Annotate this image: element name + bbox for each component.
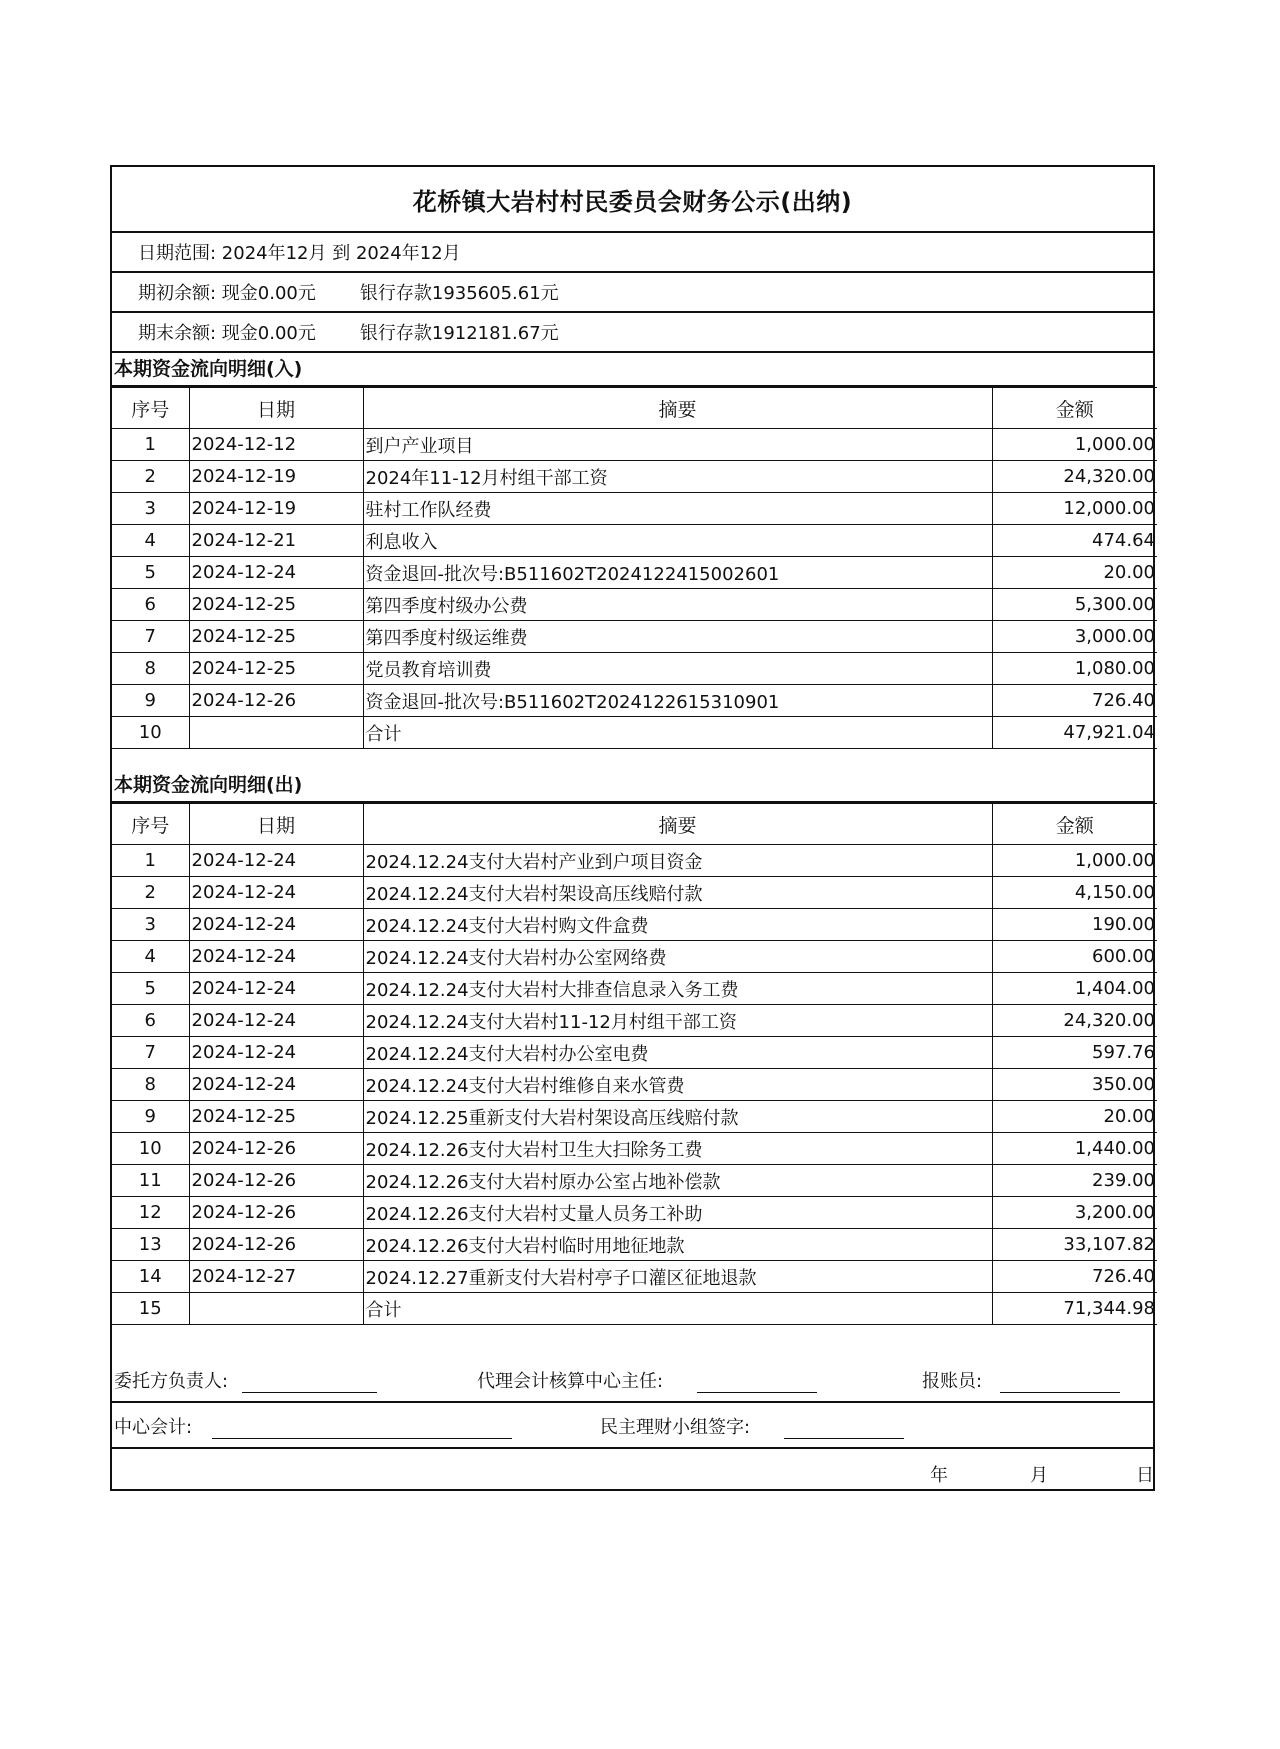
row-amount: 239.00 xyxy=(992,1165,1157,1197)
row-seq: 2 xyxy=(112,877,189,909)
row-amount: 474.64 xyxy=(992,525,1157,557)
table-row xyxy=(112,1101,1157,1133)
row-date: 2024-12-24 xyxy=(189,909,363,941)
row-summary: 利息收入 xyxy=(363,525,992,557)
row-seq: 1 xyxy=(112,429,189,461)
row-amount: 20.00 xyxy=(992,557,1157,589)
col-amount-header: 金额 xyxy=(992,388,1157,429)
col-seq-header: 序号 xyxy=(112,804,189,845)
year-label: 年 xyxy=(930,1465,948,1486)
date-range-row xyxy=(112,233,1153,273)
income-section-title: 本期资金流向明细(入) xyxy=(112,353,1153,387)
row-seq: 3 xyxy=(112,909,189,941)
table-row xyxy=(112,941,1157,973)
row-seq: 3 xyxy=(112,493,189,525)
table-row xyxy=(112,589,1157,621)
table-row xyxy=(112,1261,1157,1293)
row-summary: 2024.12.24支付大岩村11-12月村组干部工资 xyxy=(363,1005,992,1037)
table-row xyxy=(112,493,1157,525)
closing-cash: 期末余额: 现金0.00元 xyxy=(138,323,316,344)
row-summary: 党员教育培训费 xyxy=(363,653,992,685)
row-amount: 24,320.00 xyxy=(992,461,1157,493)
table-row xyxy=(112,525,1157,557)
row-summary: 2024.12.26支付大岩村卫生大扫除务工费 xyxy=(363,1133,992,1165)
row-seq: 12 xyxy=(112,1197,189,1229)
table-row xyxy=(112,429,1157,461)
row-date: 2024-12-12 xyxy=(189,429,363,461)
row-amount: 71,344.98 xyxy=(992,1293,1157,1325)
row-amount: 1,404.00 xyxy=(992,973,1157,1005)
opening-cash: 期初余额: 现金0.00元 xyxy=(138,283,316,304)
row-seq: 11 xyxy=(112,1165,189,1197)
income-table xyxy=(112,387,1157,749)
row-amount: 1,000.00 xyxy=(992,845,1157,877)
row-seq: 8 xyxy=(112,1069,189,1101)
row-amount: 12,000.00 xyxy=(992,493,1157,525)
row-amount: 726.40 xyxy=(992,1261,1157,1293)
table-row xyxy=(112,1005,1157,1037)
row-seq: 5 xyxy=(112,973,189,1005)
row-amount: 350.00 xyxy=(992,1069,1157,1101)
row-amount: 24,320.00 xyxy=(992,1005,1157,1037)
table-row xyxy=(112,973,1157,1005)
table-row xyxy=(112,685,1157,717)
row-summary: 2024.12.24支付大岩村架设高压线赔付款 xyxy=(363,877,992,909)
table-row xyxy=(112,461,1157,493)
row-amount: 190.00 xyxy=(992,909,1157,941)
row-amount: 5,300.00 xyxy=(992,589,1157,621)
table-row xyxy=(112,1165,1157,1197)
row-date: 2024-12-25 xyxy=(189,589,363,621)
row-date xyxy=(189,1293,363,1325)
row-summary: 合计 xyxy=(363,717,992,749)
table-row xyxy=(112,845,1157,877)
row-date: 2024-12-25 xyxy=(189,653,363,685)
row-seq: 4 xyxy=(112,941,189,973)
row-summary: 第四季度村级办公费 xyxy=(363,589,992,621)
row-seq: 2 xyxy=(112,461,189,493)
row-date: 2024-12-24 xyxy=(189,973,363,1005)
row-seq: 5 xyxy=(112,557,189,589)
row-summary: 驻村工作队经费 xyxy=(363,493,992,525)
table-row xyxy=(112,1197,1157,1229)
row-amount: 726.40 xyxy=(992,685,1157,717)
reimburser-label: 报账员: xyxy=(922,1371,983,1392)
row-summary: 合计 xyxy=(363,1293,992,1325)
row-seq: 13 xyxy=(112,1229,189,1261)
row-summary: 2024.12.24支付大岩村大排查信息录入务工费 xyxy=(363,973,992,1005)
row-summary: 2024.12.26支付大岩村临时用地征地款 xyxy=(363,1229,992,1261)
row-date: 2024-12-24 xyxy=(189,941,363,973)
principal-label: 委托方负责人: xyxy=(114,1371,229,1392)
table-row xyxy=(112,557,1157,589)
row-date: 2024-12-27 xyxy=(189,1261,363,1293)
row-seq: 4 xyxy=(112,525,189,557)
row-summary: 第四季度村级运维费 xyxy=(363,621,992,653)
row-date: 2024-12-19 xyxy=(189,461,363,493)
democratic-group-signature-line xyxy=(784,1437,904,1439)
row-summary: 2024.12.24支付大岩村维修自来水管费 xyxy=(363,1069,992,1101)
row-seq: 10 xyxy=(112,717,189,749)
row-summary: 资金退回-批次号:B511602T2024122415002601 xyxy=(363,557,992,589)
date-range-text: 日期范围: 2024年12月 到 2024年12月 xyxy=(138,243,461,264)
row-seq: 14 xyxy=(112,1261,189,1293)
row-date: 2024-12-25 xyxy=(189,1101,363,1133)
row-seq: 1 xyxy=(112,845,189,877)
table-row xyxy=(112,909,1157,941)
row-amount: 600.00 xyxy=(992,941,1157,973)
row-summary: 2024.12.27重新支付大岩村亭子口灌区征地退款 xyxy=(363,1261,992,1293)
row-amount: 1,080.00 xyxy=(992,653,1157,685)
row-date: 2024-12-26 xyxy=(189,1165,363,1197)
expense-section-title: 本期资金流向明细(出) xyxy=(112,767,1153,803)
principal-signature-line xyxy=(242,1391,377,1393)
row-summary: 2024.12.24支付大岩村办公室电费 xyxy=(363,1037,992,1069)
row-amount: 20.00 xyxy=(992,1101,1157,1133)
signature-row-2 xyxy=(112,1403,1153,1449)
table-row xyxy=(112,621,1157,653)
row-amount: 3,000.00 xyxy=(992,621,1157,653)
row-date: 2024-12-24 xyxy=(189,1037,363,1069)
row-seq: 8 xyxy=(112,653,189,685)
row-seq: 9 xyxy=(112,1101,189,1133)
row-date: 2024-12-24 xyxy=(189,1005,363,1037)
row-date: 2024-12-24 xyxy=(189,557,363,589)
row-amount: 1,000.00 xyxy=(992,429,1157,461)
table-row xyxy=(112,1229,1157,1261)
reimburser-signature-line xyxy=(1000,1391,1120,1393)
row-date: 2024-12-25 xyxy=(189,621,363,653)
row-date: 2024-12-19 xyxy=(189,493,363,525)
row-date: 2024-12-24 xyxy=(189,845,363,877)
row-summary: 资金退回-批次号:B511602T2024122615310901 xyxy=(363,685,992,717)
table-row xyxy=(112,653,1157,685)
row-summary: 2024.12.24支付大岩村产业到户项目资金 xyxy=(363,845,992,877)
col-date-header: 日期 xyxy=(189,388,363,429)
row-seq: 9 xyxy=(112,685,189,717)
table-row xyxy=(112,717,1157,749)
col-seq-header: 序号 xyxy=(112,388,189,429)
center-accountant-label: 中心会计: xyxy=(114,1417,193,1438)
expense-header-row xyxy=(112,804,1157,845)
row-date: 2024-12-26 xyxy=(189,1133,363,1165)
row-summary: 2024.12.25重新支付大岩村架设高压线赔付款 xyxy=(363,1101,992,1133)
row-amount: 33,107.82 xyxy=(992,1229,1157,1261)
row-date: 2024-12-26 xyxy=(189,1229,363,1261)
row-summary: 2024.12.26支付大岩村原办公室占地补偿款 xyxy=(363,1165,992,1197)
table-row xyxy=(112,877,1157,909)
row-date: 2024-12-26 xyxy=(189,1197,363,1229)
income-header-row xyxy=(112,388,1157,429)
document-title: 花桥镇大岩村村民委员会财务公示(出纳) xyxy=(112,167,1153,233)
row-amount: 597.76 xyxy=(992,1037,1157,1069)
col-date-header: 日期 xyxy=(189,804,363,845)
table-row xyxy=(112,1133,1157,1165)
col-summary-header: 摘要 xyxy=(363,388,992,429)
row-seq: 6 xyxy=(112,1005,189,1037)
row-seq: 7 xyxy=(112,1037,189,1069)
row-seq: 6 xyxy=(112,589,189,621)
day-label: 日 xyxy=(1136,1465,1154,1486)
row-date: 2024-12-21 xyxy=(189,525,363,557)
center-director-label: 代理会计核算中心主任: xyxy=(477,1371,664,1392)
table-row xyxy=(112,1293,1157,1325)
col-summary-header: 摘要 xyxy=(363,804,992,845)
row-seq: 10 xyxy=(112,1133,189,1165)
expense-table xyxy=(112,803,1157,1325)
row-date: 2024-12-26 xyxy=(189,685,363,717)
finance-disclosure-sheet xyxy=(110,165,1155,1491)
row-amount: 4,150.00 xyxy=(992,877,1157,909)
row-amount: 47,921.04 xyxy=(992,717,1157,749)
row-summary: 2024.12.24支付大岩村购文件盒费 xyxy=(363,909,992,941)
table-row xyxy=(112,1037,1157,1069)
row-amount: 1,440.00 xyxy=(992,1133,1157,1165)
row-seq: 7 xyxy=(112,621,189,653)
row-seq: 15 xyxy=(112,1293,189,1325)
opening-bank: 银行存款1935605.61元 xyxy=(359,283,559,304)
signature-row-1 xyxy=(112,1357,1153,1403)
date-footer-row xyxy=(112,1445,1153,1493)
row-date xyxy=(189,717,363,749)
closing-bank: 银行存款1912181.67元 xyxy=(359,323,559,344)
row-date: 2024-12-24 xyxy=(189,877,363,909)
row-summary: 2024年11-12月村组干部工资 xyxy=(363,461,992,493)
col-amount-header: 金额 xyxy=(992,804,1157,845)
center-accountant-signature-line xyxy=(212,1437,512,1439)
center-director-signature-line xyxy=(697,1391,817,1393)
row-summary: 2024.12.24支付大岩村办公室网络费 xyxy=(363,941,992,973)
row-summary: 到户产业项目 xyxy=(363,429,992,461)
row-date: 2024-12-24 xyxy=(189,1069,363,1101)
opening-balance-row xyxy=(112,273,1153,313)
row-summary: 2024.12.26支付大岩村丈量人员务工补助 xyxy=(363,1197,992,1229)
row-amount: 3,200.00 xyxy=(992,1197,1157,1229)
democratic-group-label: 民主理财小组签字: xyxy=(600,1417,751,1438)
month-label: 月 xyxy=(1030,1465,1048,1486)
closing-balance-row xyxy=(112,313,1153,353)
table-row xyxy=(112,1069,1157,1101)
